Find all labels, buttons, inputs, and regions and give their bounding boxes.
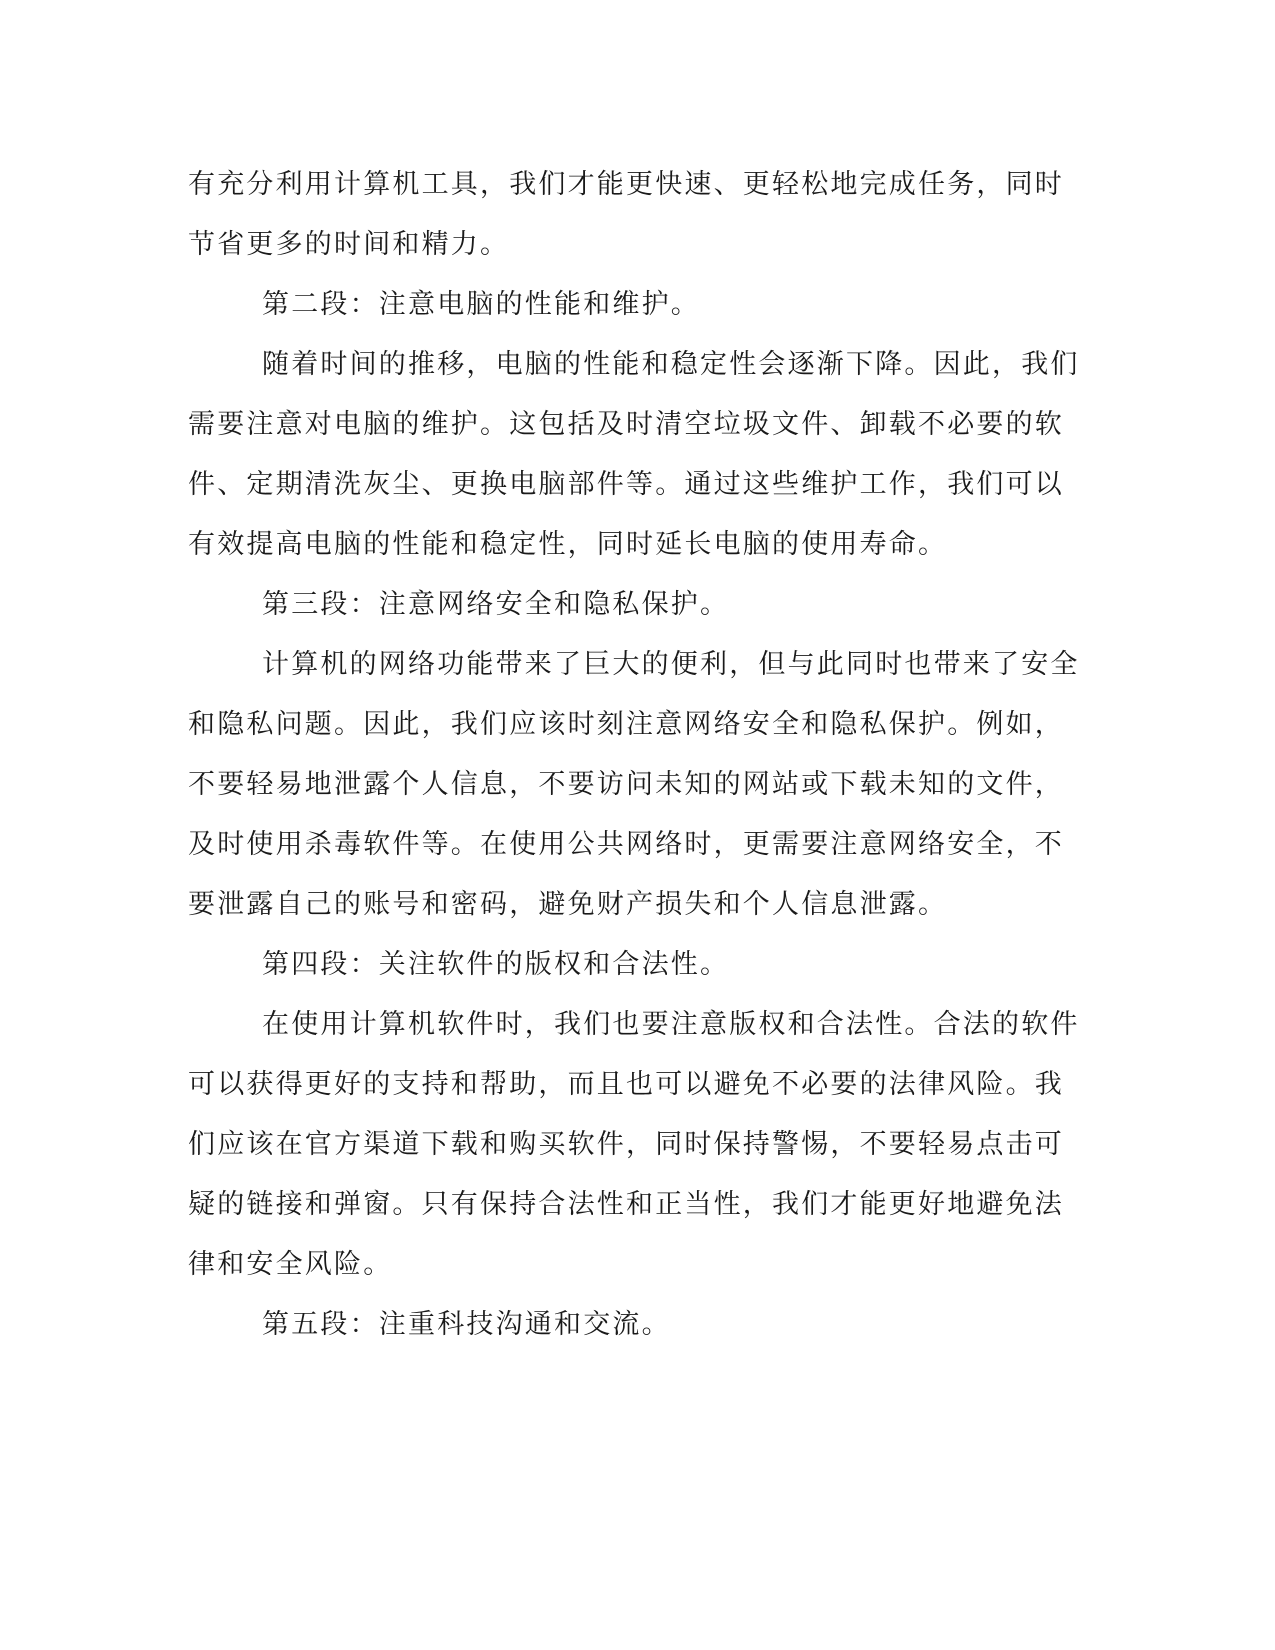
section-heading-5: 第五段：注重科技沟通和交流。 [262, 1309, 671, 1340]
text-line: 们应该在官方渠道下载和购买软件，同时保持警惕，不要轻易点击可 [188, 1129, 1064, 1160]
section-heading-2: 第二段：注意电脑的性能和维护。 [262, 289, 700, 320]
section-heading-3: 第三段：注意网络安全和隐私保护。 [262, 589, 730, 620]
document-body [188, 155, 1080, 1355]
text-line: 和隐私问题。因此，我们应该时刻注意网络安全和隐私保护。例如， [188, 709, 1064, 740]
text-line: 节省更多的时间和精力。 [188, 229, 510, 260]
text-line: 不要轻易地泄露个人信息，不要访问未知的网站或下载未知的文件， [188, 769, 1064, 800]
text-line: 随着时间的推移，电脑的性能和稳定性会逐渐下降。因此，我们 [262, 349, 1080, 380]
text-line: 计算机的网络功能带来了巨大的便利，但与此同时也带来了安全 [262, 649, 1080, 680]
text-line: 律和安全风险。 [188, 1249, 393, 1280]
text-line: 件、定期清洗灰尘、更换电脑部件等。通过这些维护工作，我们可以 [188, 469, 1064, 500]
text-line: 在使用计算机软件时，我们也要注意版权和合法性。合法的软件 [262, 1009, 1080, 1040]
text-line: 疑的链接和弹窗。只有保持合法性和正当性，我们才能更好地避免法 [188, 1189, 1064, 1220]
text-line: 有充分利用计算机工具，我们才能更快速、更轻松地完成任务，同时 [188, 169, 1064, 200]
text-line: 有效提高电脑的性能和稳定性，同时延长电脑的使用寿命。 [188, 529, 948, 560]
section-heading-4: 第四段：关注软件的版权和合法性。 [262, 949, 730, 980]
text-line: 需要注意对电脑的维护。这包括及时清空垃圾文件、卸载不必要的软 [188, 409, 1064, 440]
text-line: 要泄露自己的账号和密码，避免财产损失和个人信息泄露。 [188, 889, 948, 920]
text-line: 及时使用杀毒软件等。在使用公共网络时，更需要注意网络安全，不 [188, 829, 1064, 860]
text-line: 可以获得更好的支持和帮助，而且也可以避免不必要的法律风险。我 [188, 1069, 1064, 1100]
